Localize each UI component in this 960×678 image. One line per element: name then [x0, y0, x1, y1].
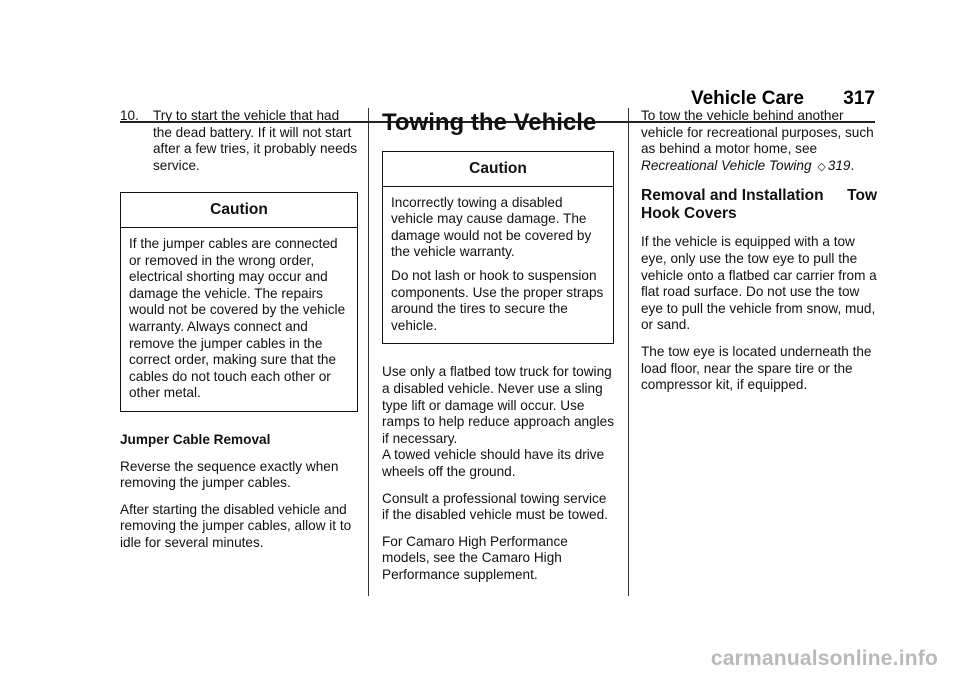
- caution-title: Caution: [383, 152, 613, 187]
- paragraph: After starting the disabled vehicle and removing the jumper cables, allow it to idle for several minutes.: [120, 501, 352, 550]
- heading-line-2: Hook Covers: [641, 205, 737, 223]
- step-number: 10.: [120, 108, 139, 123]
- paragraph: If the vehicle is equipped with a tow eye, only use the tow eye to pull the vehicle onto a flatbed car carrier from a flat road surface. Do not use the tow eye to pull the vehicle from snow, mud, or sand.: [641, 234, 877, 333]
- step-text: Try to start the vehicle that had the dead battery. If it will not start after a few tries, it probably needs service.: [153, 108, 358, 173]
- paragraph: The tow eye is located underneath the load floor, near the spare tire or the compressor kit, if equipped.: [641, 343, 872, 393]
- paragraph: A towed vehicle should have its drive wheels off the ground.: [382, 447, 605, 479]
- page-reference-icon: ◇: [817, 160, 826, 173]
- watermark: carmanualsonline.info: [710, 647, 938, 670]
- tow-hook-covers-heading: [641, 187, 877, 223]
- xref-page-number[interactable]: 319: [827, 157, 851, 173]
- numbered-step: [120, 108, 358, 174]
- column-divider-1: [368, 108, 369, 596]
- paragraph: Consult a professional towing service if the disabled vehicle must be towed.: [382, 490, 608, 523]
- page-number: 317: [843, 88, 875, 109]
- paragraph: For Camaro High Performance models, see the Camaro High Performance supplement.: [382, 533, 568, 582]
- towing-heading: Towing the Vehicle: [382, 109, 597, 136]
- caution-box-towing: [382, 151, 614, 344]
- heading-line-1: Removal and Installation: [641, 187, 824, 205]
- column-divider-2: [628, 108, 629, 596]
- caution-text: Incorrectly towing a disabled vehicle may cause damage. The damage would not be covered by the vehicle warranty.: [391, 194, 592, 260]
- paragraph-text: To tow the vehicle behind another vehicle for recreational purposes, such as behind a motor home, see: [641, 108, 874, 157]
- jumper-cable-removal-heading: Jumper Cable Removal: [120, 431, 271, 447]
- caution-body: [383, 187, 613, 344]
- column-3: [641, 108, 877, 404]
- caution-title: Caution: [121, 193, 357, 228]
- section-title: Vehicle Care: [690, 88, 805, 109]
- caution-box-jumper: [120, 192, 358, 412]
- paragraph: Use only a flatbed tow truck for towing a disabled vehicle. Never use a sling type lift or damage will occur. Use ramps to help reduce approach angles if necessary.: [382, 364, 614, 446]
- caution-text: Do not lash or hook to suspension components. Use the proper straps around the tires to secure the vehicle.: [391, 267, 604, 333]
- heading-line-1-end: Tow: [847, 187, 877, 205]
- page-header: [691, 88, 875, 110]
- caution-body: [121, 228, 357, 411]
- paragraph-rv-towing: To tow the vehicle behind another vehicle for recreational purposes, such as behind a motor home, see Recreational Vehicle Towing ◇ 319.: [641, 108, 874, 173]
- column-2: [382, 110, 614, 593]
- column-1: [120, 108, 358, 561]
- caution-text: If the jumper cables are connected or removed in the wrong order, electrical shorting may occur and damage the vehicle. The repairs would not be covered by the vehicle warranty. Always connect and remove the jumper cables in the correct order, making sure that the cables do not touch each other or other metal.: [129, 235, 346, 401]
- xref-link[interactable]: Recreational Vehicle Towing: [641, 157, 812, 173]
- paragraph: Reverse the sequence exactly when removing the jumper cables.: [120, 458, 339, 491]
